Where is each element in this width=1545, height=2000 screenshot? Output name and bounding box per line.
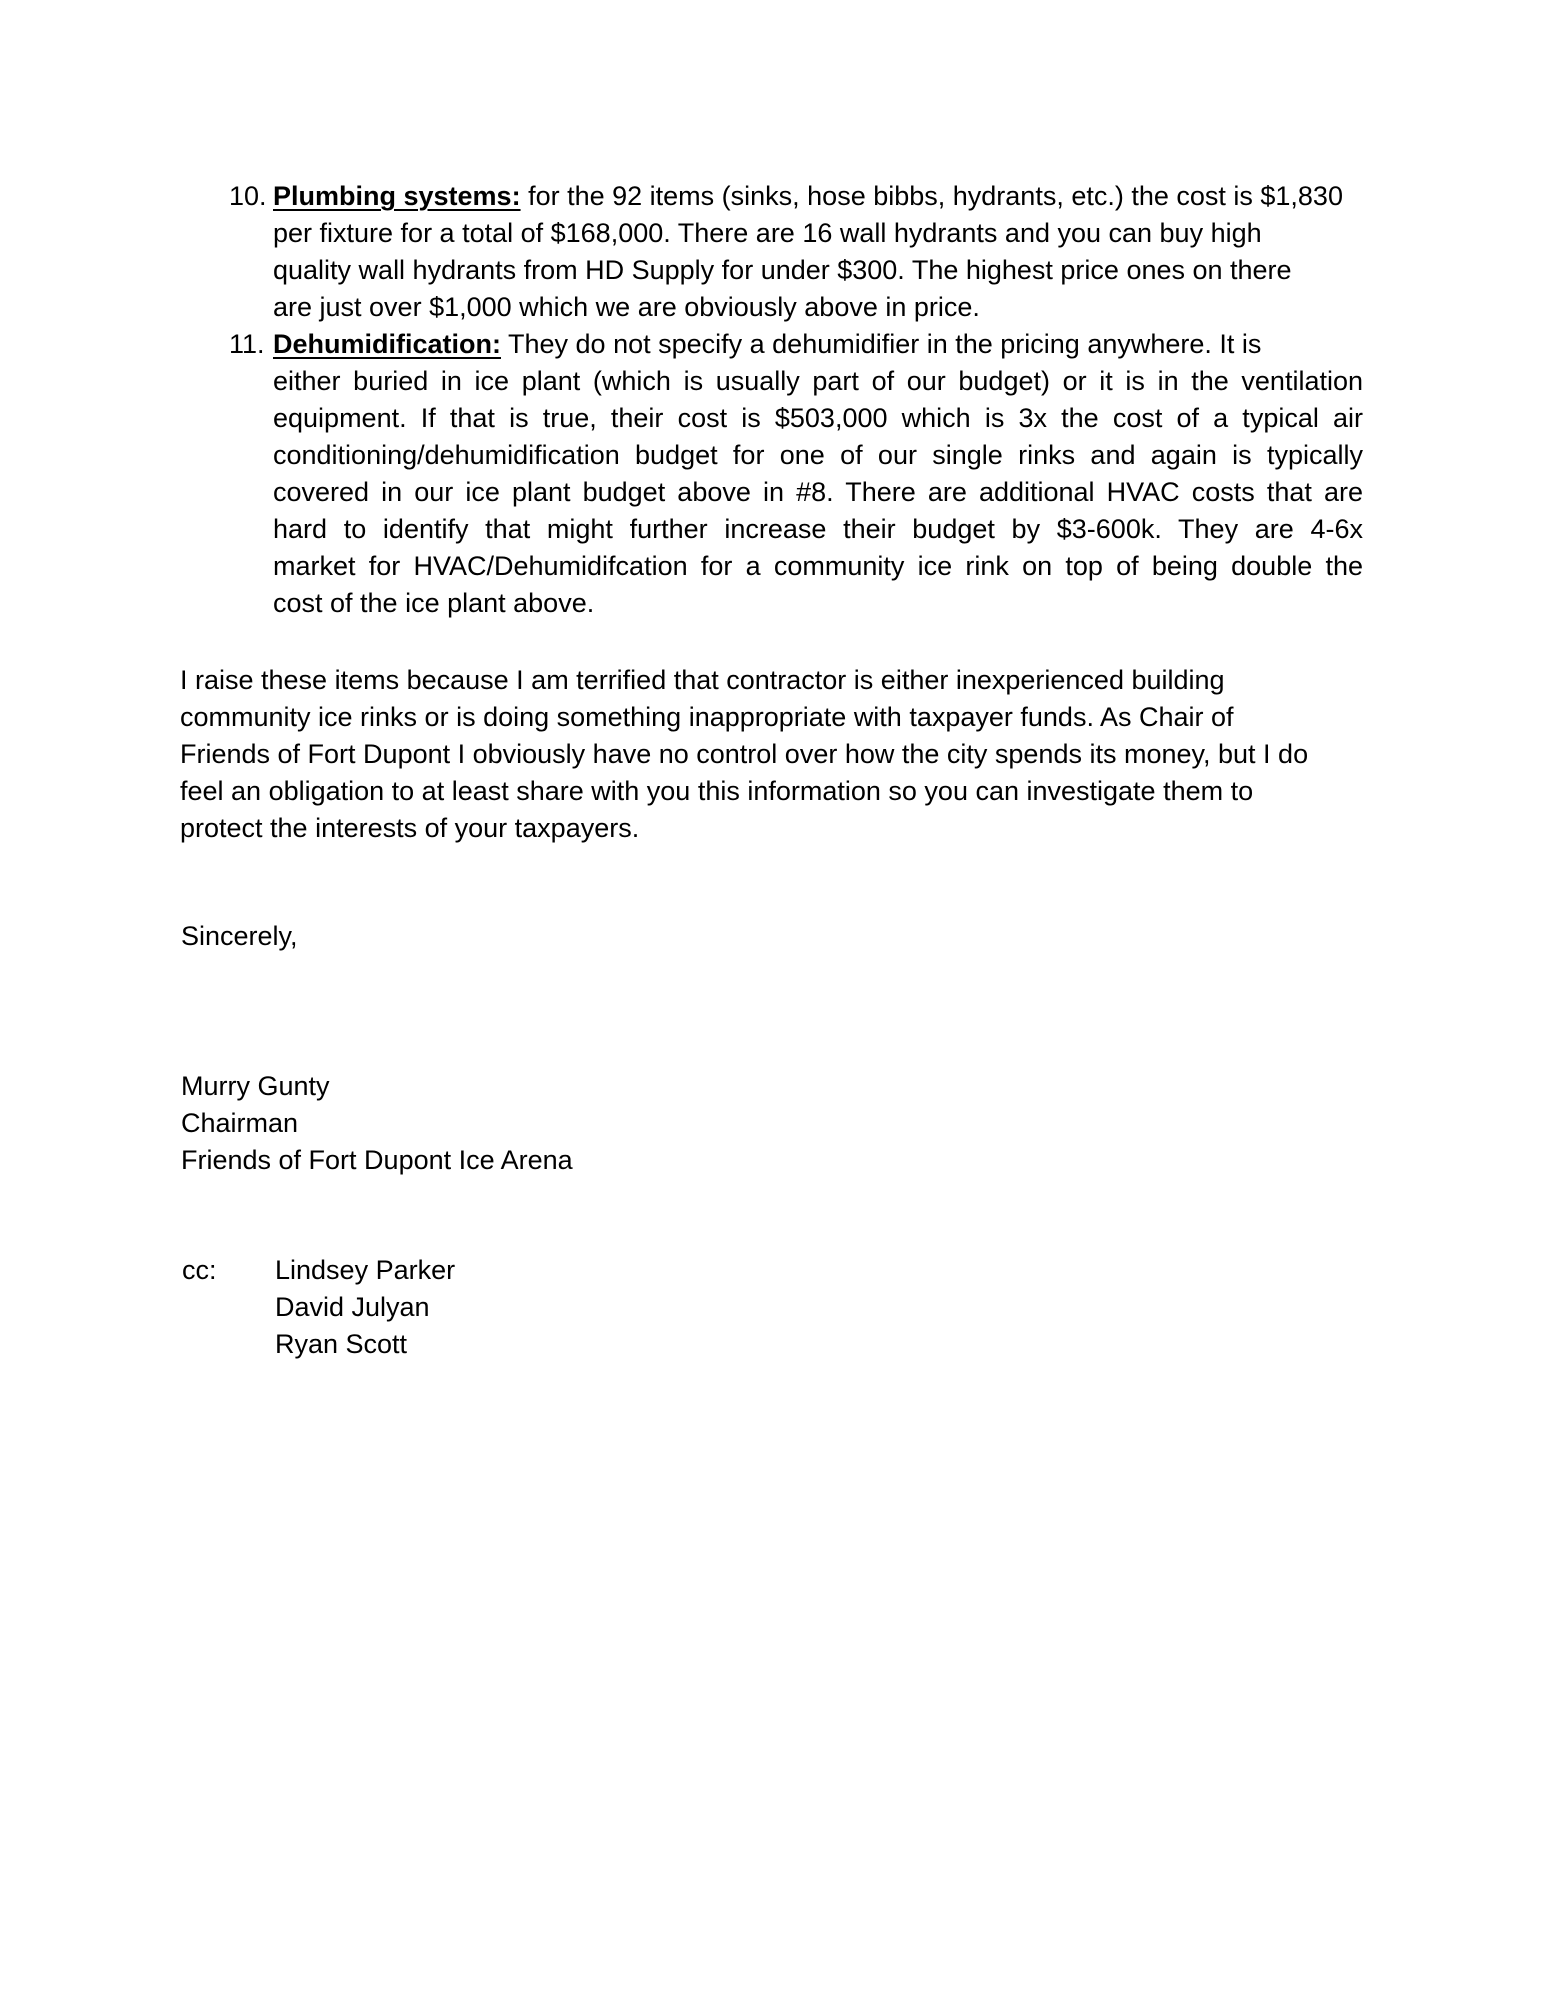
- list-item-number: 11.: [229, 329, 265, 359]
- list-item-lead: Dehumidification:: [273, 329, 501, 359]
- list-item: [180, 178, 1365, 326]
- text-line: Friends of Fort Dupont I obviously have no control over how the city spends its money, but I do: [180, 739, 1309, 769]
- text-line: quality wall hydrants from HD Supply for under $300. The highest price ones on there: [273, 255, 1292, 285]
- cc-block: [182, 1252, 455, 1363]
- text-line: community ice rinks or is doing something inappropriate with taxpayer funds. As Chair of: [180, 702, 1234, 732]
- list-item-lead: Plumbing systems:: [273, 181, 521, 211]
- text-line: protect the interests of your taxpayers.: [180, 813, 640, 843]
- list-item-text: [273, 326, 1363, 622]
- text-line: hard to identify that might further increase their budget by $3-600k. They are 4-6x: [273, 514, 1363, 544]
- cc-name: David Julyan: [275, 1292, 430, 1322]
- text-line: equipment. If that is true, their cost is $503,000 which is 3x the cost of a typical air: [273, 403, 1363, 433]
- signature-name: Murry Gunty: [181, 1071, 330, 1101]
- text-line: per fixture for a total of $168,000. There are 16 wall hydrants and you can buy high: [273, 218, 1262, 248]
- cc-names: [275, 1252, 455, 1363]
- body-paragraph: [180, 662, 1375, 847]
- list-item-text: [273, 178, 1363, 326]
- cc-name: Ryan Scott: [275, 1329, 408, 1359]
- text-line: cost of the ice plant above.: [273, 588, 595, 618]
- cc-name: Lindsey Parker: [275, 1255, 456, 1285]
- signature-block: [181, 1068, 573, 1179]
- text-line: market for HVAC/Dehumidifcation for a community ice rink on top of being double the: [273, 551, 1363, 581]
- text-line: are just over $1,000 which we are obviously above in price.: [273, 292, 980, 322]
- list-item: [180, 326, 1365, 622]
- closing-salutation: Sincerely,: [181, 921, 298, 951]
- text-line: Plumbing systems: for the 92 items (sinks, hose bibbs, hydrants, etc.) the cost is $1,830: [273, 181, 1343, 211]
- numbered-list: [180, 178, 1365, 622]
- text-line: feel an obligation to at least share with you this information so you can investigate them to: [180, 776, 1254, 806]
- signature-organization: Friends of Fort Dupont Ice Arena: [181, 1145, 573, 1175]
- text-line: I raise these items because I am terrified that contractor is either inexperienced building: [180, 665, 1225, 695]
- text-line: covered in our ice plant budget above in #8. There are additional HVAC costs that are: [273, 477, 1363, 507]
- text-line: conditioning/dehumidification budget for one of our single rinks and again is typically: [273, 440, 1363, 470]
- cc-label: cc:: [182, 1255, 217, 1285]
- signature-title: Chairman: [181, 1108, 299, 1138]
- text-line: either buried in ice plant (which is usually part of our budget) or it is in the ventilation: [273, 366, 1363, 396]
- list-item-number: 10.: [229, 181, 267, 211]
- text-line: Dehumidification: They do not specify a dehumidifier in the pricing anywhere. It is: [273, 329, 1262, 359]
